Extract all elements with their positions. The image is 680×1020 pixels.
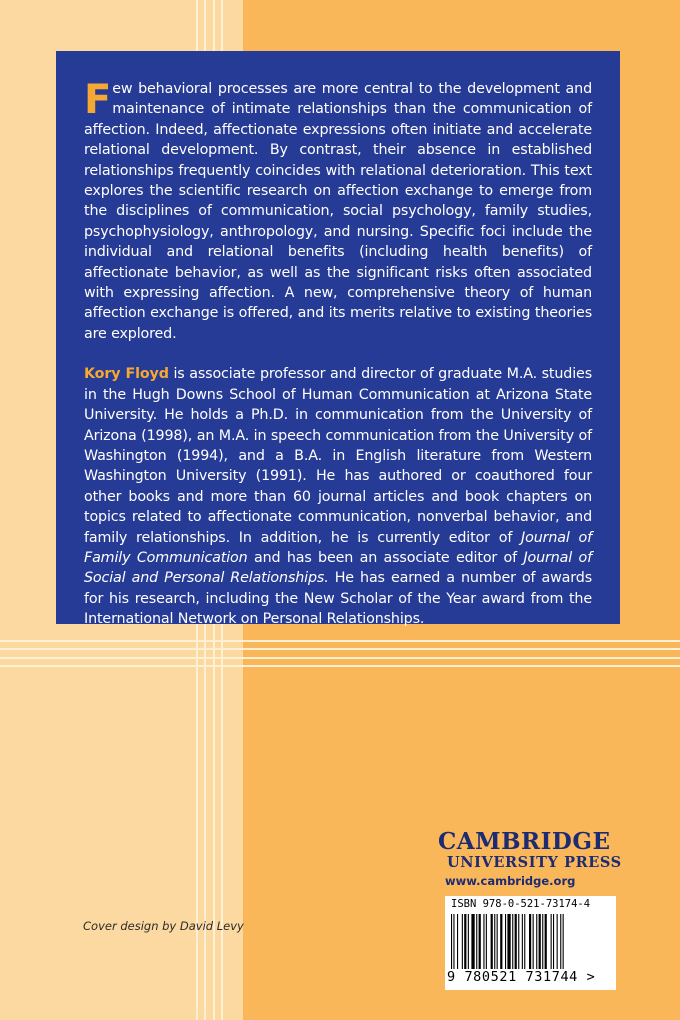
publisher-name: CAMBRIDGE [438, 828, 611, 855]
barcode-bar [518, 914, 519, 969]
barcode-bar [557, 914, 558, 969]
barcode-bar [560, 914, 561, 969]
decorative-band [0, 657, 680, 659]
barcode-bar [536, 914, 537, 969]
author-name: Kory Floyd [84, 366, 169, 383]
author-bio-paragraph [84, 364, 592, 629]
publisher-subtitle: UNIVERSITY PRESS [447, 854, 622, 871]
decorative-band [0, 648, 680, 650]
journal-title-1: Journal of Family Communication [84, 529, 593, 566]
barcode [445, 896, 616, 990]
decorative-band [0, 665, 680, 667]
publisher-logo [438, 830, 628, 890]
barcode-bar [462, 914, 463, 969]
bio-text-1: is associate professor and director of graduate M.A. studies in the Hugh Downs School of Human Communication at Arizona State University. He holds a Ph.D. in communication from the University of Arizona (1998), an M.A. in speech communication from the University of Washington (1994), and a B.A. in English literature from Western Washington University (1991). He has authored or coauthored four other books and more than 60 journal articles and book chapters on topics related to affectionate communication, nonverbal behavior, and family relationships. In addition, he is currently editor of [84, 366, 592, 546]
cover-credit: Cover design by David Levy [83, 919, 244, 933]
barcode-digits: 9 780521 731744 > [447, 969, 596, 985]
publisher-url: www.cambridge.org [445, 874, 576, 888]
description-paragraph [84, 79, 592, 344]
barcode-bar [507, 914, 510, 969]
decorative-band [0, 640, 680, 642]
barcode-bar [468, 914, 469, 969]
barcode-bar [542, 914, 543, 969]
barcode-bar [524, 914, 525, 969]
barcode-bar [483, 914, 484, 969]
barcode-bar [464, 914, 466, 969]
isbn-text: ISBN 978-0-521-73174-4 [451, 898, 591, 910]
barcode-bar [563, 914, 564, 969]
barcode-bar [551, 914, 552, 969]
barcode-bar [512, 914, 513, 969]
barcode-bar [476, 914, 477, 969]
barcode-bars [449, 914, 612, 969]
barcode-bar [497, 914, 498, 969]
barcode-bar [505, 914, 506, 969]
barcode-bar [471, 914, 474, 969]
barcode-bar [553, 914, 554, 969]
barcode-bar [453, 914, 454, 969]
barcode-bar [486, 914, 487, 969]
barcode-bar [522, 914, 523, 969]
barcode-bar [491, 914, 493, 969]
barcode-bar [494, 914, 495, 969]
barcode-bar [457, 914, 458, 969]
barcode-bar [479, 914, 481, 969]
blurb-panel [56, 51, 620, 628]
drop-cap: F [84, 77, 112, 123]
barcode-bar [533, 914, 534, 969]
description-text: ew behavioral processes are more central to the development and maintenance of intimate relationships than the communication of affection. Indeed, affectionate expressions often initiate and accelerate relational development. By contrast, their absence in established relationships frequently coincides with relational deterioration. This text explores the scientific research on affection exchange to emerge from the disciplines of communication, social psychology, family studies, psychophysiology, anthropology, and nursing. Specific foci include the individual and relational benefits (including health benefits) of affectionate behavior, as well as the significant risks often associated with expressing affection. A new, comprehensive theory of human affection exchange is offered, and its merits relative to existing theories are explored. [84, 81, 592, 342]
barcode-bar [451, 914, 452, 969]
barcode-bar [529, 914, 531, 969]
barcode-bar [515, 914, 517, 969]
barcode-bar [545, 914, 547, 969]
barcode-bar [500, 914, 502, 969]
bio-text-3: He has earned a number of awards for his research, including the New Scholar of the Year award from the International Network on Personal Relationships. [84, 570, 592, 628]
bio-text-2: and has been an associate editor of [247, 549, 524, 566]
barcode-bar [539, 914, 541, 969]
journal-title-2: Journal of Social and Personal Relationships. [84, 549, 592, 587]
